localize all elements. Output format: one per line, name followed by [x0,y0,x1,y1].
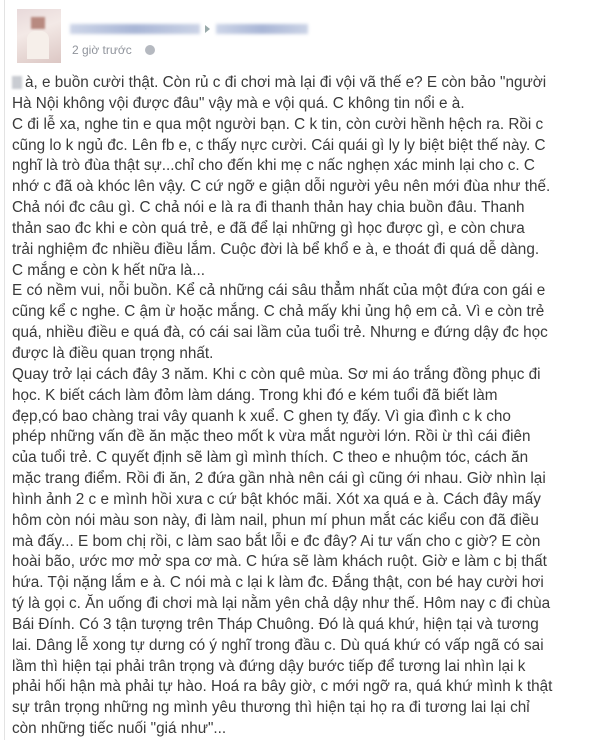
post-text [12,73,552,740]
post-text-line [12,73,552,94]
line-text: Hà Nội không vội được đâu" vậy mà e vội quá. C không tin nổi e à. [12,94,465,112]
post-text-line [12,365,552,386]
line-text: còn những tiếc nuối "giá như"... [12,720,227,738]
post-text-line [12,469,552,490]
post-text-line [12,323,552,344]
avatar-face-blurred [31,17,45,29]
line-text: lầm thì hiện tại phải trân trọng và đứng dậy bước tiếp để tương lai nhìn lại k [12,657,526,675]
post-text-line [12,719,552,740]
post-text-line [12,386,552,407]
post-text-line [12,511,552,532]
post-text-line [12,615,552,636]
post-text-line [12,261,552,282]
line-text: hôm còn nói màu son này, đi làm nail, phun mí phun mắt các kiểu con đã điều [12,511,539,529]
globe-icon [145,45,155,55]
line-text: hứa. Tội nặng lắm e à. C nói mà c lại k làm đc. Đắng thật, con bé hay cười hơi [12,574,544,592]
post-text-line [12,698,552,719]
line-text: học. K biết cách làm đỏm làm dáng. Trong khi đó e kém tuổi đã biết làm [12,386,498,404]
post-text-line [12,281,552,302]
post-text-line [12,532,552,553]
post-text-line [12,156,552,177]
post-text-line [12,219,552,240]
line-text: quá, nhiều điều e quá đà, có cái sai lầm của tuổi trẻ. Nhưng e đứng dậy đc học [12,324,548,342]
line-text: thản sao đc khi e còn quá trẻ, e đã để lại những gì học được gì, e còn chưa [12,219,525,237]
line-text: của tuổi trẻ. C quyết định sẽ làm gì mình thích. C theo e nhuộm tóc, cách ăn [12,449,529,467]
line-text: sự trân trọng những ng mình yêu thương thì hiện tại họ ra đi tương lai lại chỉ [12,699,530,717]
post-text-line [12,636,552,657]
line-text: C đi lễ xa, nghe tin e qua một người bạn. C k tin, còn cười hềnh hệch ra. Rồi c [12,115,544,133]
post-text-line [12,448,552,469]
post-text-line [12,344,552,365]
line-text: đẹp,có bao chàng trai vây quanh k xuể. C ghen tỵ đấy. Vì gia đình c k cho [12,407,511,425]
line-text: E có nềm vui, nỗi buồn. Kể cả những cái sâu thẳm nhất của một đứa con gái e [12,282,546,300]
line-text: C mắng e còn k hết nữa là... [12,261,206,279]
post-text-line [12,594,552,615]
post-text-line [12,552,552,573]
post-text-line [12,136,552,157]
post-text-line [12,302,552,323]
line-text: được là điều quan trọng nhất. [12,344,214,362]
line-text: phải hối hận mà phải tự hào. Hoá ra bây giờ, c mới ngỡ ra, quá khứ mình k thật [12,678,553,696]
line-text: hoài bão, ước mơ mở spa cơ mà. C hứa sẽ làm khách ruột. Giờ e làm c bị thất [12,553,547,571]
line-text: cũng kể c nghe. C ậm ừ hoặc mắng. C chả mấy khi ủng hộ em cả. Vì e còn trẻ [12,303,545,321]
line-text: hình ảnh 2 c e mình hồi xưa c cứ bật khóc mãi. Xót xa quá e à. Cách đây mấy [12,490,541,508]
line-text: mặc trang điểm. Rồi đi ăn, 2 đứa gần nhà nên cái gì cũng ới nhau. Giờ nhìn lại [12,470,546,488]
name-blurred [12,76,22,89]
post-text-line [12,115,552,136]
post-text-line [12,657,552,678]
avatar[interactable] [17,9,61,63]
post-text-line [12,407,552,428]
line-text: nghĩ là trò đùa thật sự...chỉ cho đến khi mẹ c nấc nghẹn xác minh lại cho c. C [12,157,535,175]
line-text: lai. Dâng lễ xong tự dưng có ý nghĩ trong đầu c. Dù quá khứ có vấp ngã có sai [12,636,544,654]
target-name-blurred[interactable] [216,24,308,34]
post-text-line [12,677,552,698]
line-text: Chả nói đc câu gì. C chả nói e là ra đi thanh thản hay chia buồn đâu. Thanh [12,199,525,217]
line-text: cũng lo k ngủ đc. Lên fb e, c thấy nực cười. Cái quái gì ly ly biệt biệt thế này. C [12,136,546,154]
post-text-line [12,490,552,511]
post-text-line [12,427,552,448]
avatar-body [27,31,49,59]
author-name-blurred[interactable] [70,24,200,34]
line-text: Bái Đính. Có 3 tận tượng trên Tháp Chuông. Đó là quá khứ, hiện tại và tương [12,615,539,633]
post-text-line [12,177,552,198]
line-text: nhớ c đã oà khóc lên vậy. C cứ ngỡ e giận dỗi người yêu nên mới đùa như thế. [12,178,551,196]
post-text-line [12,198,552,219]
post-text-line [12,240,552,261]
post-text-line [12,573,552,594]
line-text: Quay trở lại cách đây 3 năm. Khi c còn quê mùa. Sơ mi áo trắng đồng phục đi [12,365,541,383]
line-text: phép những vấn đề ăn mặc theo mốt k vừa mắt người lớn. Rồi ừ thì cái điên [12,428,531,446]
line-text: trải nghiệm đc nhiều điều lắm. Cuộc đời là bể khổ e à, e thoát đi quá dễ dàng. [12,240,540,258]
timestamp[interactable]: 2 giờ trước [72,43,132,57]
post-text-line [12,94,552,115]
line-text: mà đấy... E bom chị rồi, c làm sao bắt lỗi e đc đây? Ai tư vấn cho c giờ? E còn [12,532,541,550]
arrow-right-icon [205,25,210,33]
line-text: tý là gọi c. Ăn uống đi chơi mà lại nằm yên chả dậy như thế. Hôm nay c đi chùa [12,595,551,613]
line-text: à, e buồn cười thật. Còn rủ c đi chơi mà lại đi vội vã thế e? E còn bảo "người [25,74,547,91]
